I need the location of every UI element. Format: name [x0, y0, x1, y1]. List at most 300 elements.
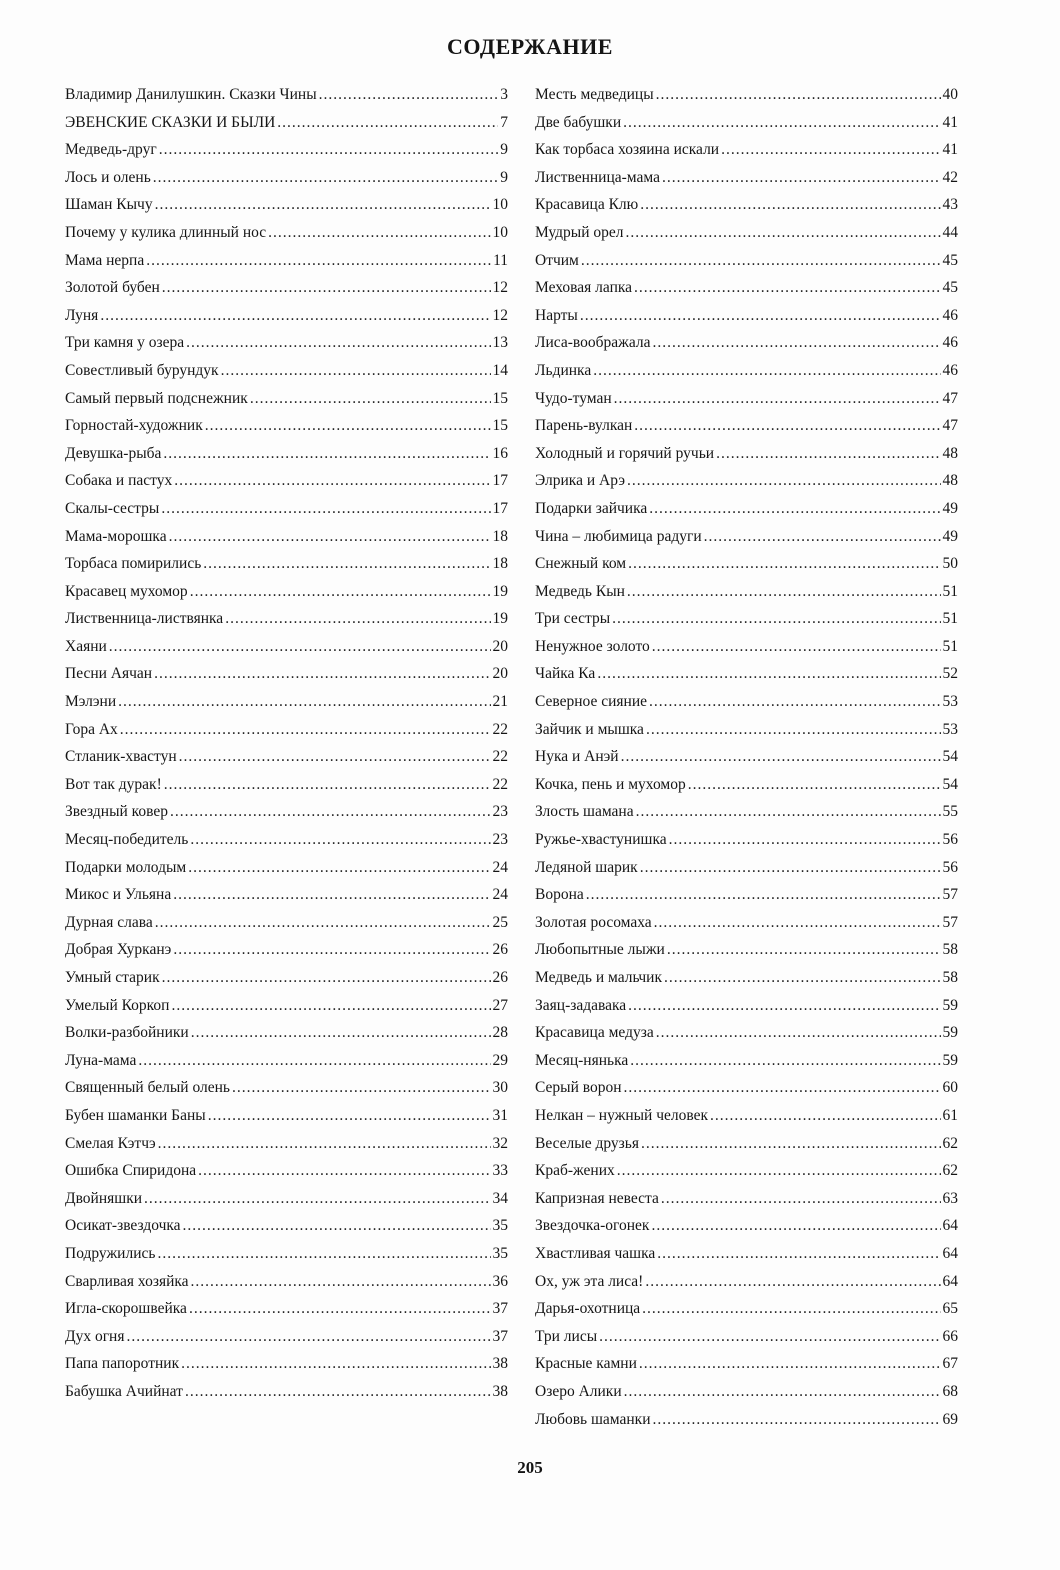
toc-dot-leader	[225, 605, 490, 633]
toc-entry-page: 37	[492, 1327, 508, 1345]
toc-entry-page: 51	[942, 637, 958, 655]
toc-dot-leader	[669, 826, 941, 854]
toc-dot-leader	[710, 1102, 940, 1130]
toc-dot-leader	[624, 1074, 941, 1102]
toc-entry	[535, 992, 958, 1020]
toc-entry-page: 54	[942, 775, 958, 793]
toc-entry-title: Священный белый олень	[65, 1079, 230, 1097]
toc-entry	[65, 109, 508, 137]
toc-entry	[535, 909, 958, 937]
toc-dot-leader	[649, 495, 940, 523]
toc-entry-title: Веселые друзья	[535, 1134, 639, 1152]
toc-entry	[65, 633, 508, 661]
toc-entry	[65, 992, 508, 1020]
toc-entry-page: 12	[492, 306, 508, 324]
toc-entry	[65, 771, 508, 799]
toc-dot-leader	[185, 1378, 491, 1406]
toc-entry-title: Нелкан – нужный человек	[535, 1106, 709, 1124]
toc-entry	[65, 523, 508, 551]
toc-entry-page: 31	[492, 1106, 508, 1124]
toc-dot-leader	[654, 909, 941, 937]
toc-entry	[535, 881, 958, 909]
toc-entry	[535, 633, 958, 661]
toc-entry-title: Лиса-воображала	[535, 334, 651, 352]
toc-entry	[65, 1074, 508, 1102]
toc-entry	[535, 1185, 958, 1213]
toc-entry-page: 25	[492, 913, 508, 931]
toc-dot-leader	[186, 329, 490, 357]
toc-entry	[65, 1130, 508, 1158]
toc-dot-leader	[642, 1295, 940, 1323]
toc-dot-leader	[171, 992, 490, 1020]
toc-dot-leader	[653, 329, 941, 357]
toc-entry-title: Звездный ковер	[65, 803, 169, 821]
toc-entry-title: Красавица Клю	[535, 196, 639, 214]
toc-dot-leader	[138, 1047, 490, 1075]
toc-entry-page: 47	[942, 389, 958, 407]
toc-entry-page: 45	[942, 279, 958, 297]
toc-entry	[65, 385, 508, 413]
toc-entry-page: 41	[942, 113, 958, 131]
toc-entry-page: 15	[492, 417, 508, 435]
toc-entry-title: Мама-морошка	[65, 527, 167, 545]
toc-dot-leader	[174, 467, 490, 495]
toc-entry-page: 56	[942, 831, 958, 849]
toc-entry-page: 54	[942, 748, 958, 766]
toc-entry-page: 59	[942, 996, 958, 1014]
toc-entry	[535, 936, 958, 964]
toc-dot-leader	[120, 716, 491, 744]
toc-entry	[65, 1240, 508, 1268]
toc-dot-leader	[656, 1019, 941, 1047]
toc-entry-page: 62	[942, 1162, 958, 1180]
toc-dot-leader	[628, 992, 940, 1020]
toc-entry	[65, 191, 508, 219]
toc-entry-title: Осикат-звездочка	[65, 1217, 181, 1235]
toc-dot-leader	[144, 1185, 490, 1213]
toc-dot-leader	[173, 881, 490, 909]
toc-dot-leader	[169, 523, 491, 551]
toc-entry	[65, 1047, 508, 1075]
toc-entry-title: Умелый Коркоп	[65, 996, 170, 1014]
toc-dot-leader	[232, 1074, 491, 1102]
toc-entry-title: Ворона	[535, 886, 584, 904]
toc-entry	[535, 1074, 958, 1102]
toc-dot-leader	[161, 495, 490, 523]
toc-entry	[65, 826, 508, 854]
toc-entry-page: 19	[492, 610, 508, 628]
toc-entry-page: 60	[942, 1079, 958, 1097]
toc-entry-page: 42	[942, 168, 958, 186]
toc-entry	[535, 109, 958, 137]
toc-entry-page: 57	[942, 886, 958, 904]
toc-entry-title: Горностай-художник	[65, 417, 203, 435]
toc-dot-leader	[641, 1130, 941, 1158]
toc-dot-leader	[661, 1185, 941, 1213]
toc-entry-title: Три сестры	[535, 610, 611, 628]
toc-dot-leader	[277, 109, 498, 137]
toc-entry	[535, 1350, 958, 1378]
toc-entry-page: 18	[492, 527, 508, 545]
toc-entry-page: 64	[942, 1244, 958, 1262]
toc-entry-page: 19	[492, 582, 508, 600]
toc-entry-page: 67	[942, 1355, 958, 1373]
toc-entry-page: 47	[942, 417, 958, 435]
toc-entry	[65, 329, 508, 357]
toc-entry	[535, 964, 958, 992]
toc-dot-leader	[586, 881, 941, 909]
toc-entry	[535, 1019, 958, 1047]
toc-entry-page: 22	[492, 720, 508, 738]
toc-entry	[65, 964, 508, 992]
toc-entry	[535, 247, 958, 275]
toc-entry-page: 26	[492, 941, 508, 959]
toc-entry-title: Две бабушки	[535, 113, 622, 131]
toc-entry-page: 33	[492, 1162, 508, 1180]
toc-entry-title: Стланик-хвастун	[65, 748, 177, 766]
toc-entry-page: 61	[942, 1106, 958, 1124]
toc-entry-page: 16	[492, 444, 508, 462]
toc-entry-title: Краб-жених	[535, 1162, 615, 1180]
toc-entry-page: 35	[492, 1217, 508, 1235]
toc-entry-page: 48	[942, 444, 958, 462]
toc-entry	[535, 219, 958, 247]
toc-entry-page: 24	[492, 858, 508, 876]
toc-entry-title: Волки-разбойники	[65, 1024, 189, 1042]
toc-entry-title: Капризная невеста	[535, 1189, 659, 1207]
toc-entry-title: Папа папоротник	[65, 1355, 180, 1373]
toc-entry	[535, 191, 958, 219]
toc-entry	[65, 550, 508, 578]
toc-entry-title: Ох, уж эта лиса!	[535, 1272, 644, 1290]
toc-dot-leader	[155, 909, 491, 937]
toc-entry	[535, 605, 958, 633]
toc-entry-title: Смелая Кэтчэ	[65, 1134, 156, 1152]
toc-entry-page: 34	[492, 1189, 508, 1207]
toc-entry	[65, 1185, 508, 1213]
toc-dot-leader	[173, 936, 490, 964]
toc-dot-leader	[158, 1130, 491, 1158]
toc-entry-title: Медведь Кын	[535, 582, 625, 600]
toc-entry-page: 48	[942, 472, 958, 490]
toc-dot-leader	[581, 247, 941, 275]
toc-entry-page: 37	[492, 1300, 508, 1318]
toc-dot-leader	[640, 191, 940, 219]
toc-entry-page: 46	[942, 361, 958, 379]
toc-entry	[535, 1268, 958, 1296]
toc-entry	[535, 523, 958, 551]
toc-entry-title: Чудо-туман	[535, 389, 612, 407]
toc-entry	[65, 247, 508, 275]
toc-entry-title: Лось и олень	[65, 168, 151, 186]
toc-entry-page: 46	[942, 306, 958, 324]
toc-dot-leader	[183, 1212, 491, 1240]
toc-entry-page: 29	[492, 1051, 508, 1069]
toc-entry-title: Добрая Хурканэ	[65, 941, 172, 959]
toc-dot-leader	[181, 1350, 490, 1378]
toc-entry-title: Месяц-нянька	[535, 1051, 629, 1069]
toc-entry	[65, 578, 508, 606]
toc-entry	[535, 660, 958, 688]
toc-entry-title: Красавец мухомор	[65, 582, 188, 600]
toc-entry	[535, 1240, 958, 1268]
toc-entry-page: 44	[942, 223, 958, 241]
toc-entry-title: Нарты	[535, 306, 578, 324]
toc-entry-page: 66	[942, 1327, 958, 1345]
toc-dot-leader	[653, 1406, 941, 1434]
page-title: СОДЕРЖАНИЕ	[447, 34, 613, 59]
toc-entry-page: 49	[942, 499, 958, 517]
toc-entry	[535, 274, 958, 302]
toc-entry	[65, 81, 508, 109]
toc-entry-title: Красные камни	[535, 1355, 637, 1373]
toc-entry	[535, 440, 958, 468]
toc-entry-page: 17	[492, 499, 508, 517]
toc-entry	[65, 854, 508, 882]
toc-entry-title: Лиственница-мама	[535, 168, 660, 186]
toc-entry-title: Песни Аячан	[65, 665, 153, 683]
toc-dot-leader	[636, 798, 941, 826]
toc-entry	[535, 1102, 958, 1130]
toc-entry	[65, 357, 508, 385]
toc-entry-title: Ружье-хвастунишка	[535, 831, 667, 849]
toc-entry-title: Зайчик и мышка	[535, 720, 644, 738]
toc-entry	[535, 1323, 958, 1351]
toc-dot-leader	[170, 798, 490, 826]
toc-left-column	[65, 81, 508, 1406]
toc-entry-page: 63	[942, 1189, 958, 1207]
toc-entry-page: 65	[942, 1300, 958, 1318]
toc-dot-leader	[617, 1157, 941, 1185]
toc-dot-leader	[630, 1047, 940, 1075]
toc-entry-title: Любопытные лыжи	[535, 941, 665, 959]
toc-entry-title: Собака и пастух	[65, 472, 173, 490]
toc-entry-title: Серый ворон	[535, 1079, 622, 1097]
toc-entry-page: 45	[942, 251, 958, 269]
toc-entry-page: 30	[492, 1079, 508, 1097]
toc-entry-title: Холодный и горячий ручьи	[535, 444, 715, 462]
toc-entry	[65, 440, 508, 468]
toc-entry-title: Микос и Ульяна	[65, 886, 172, 904]
toc-entry	[65, 936, 508, 964]
toc-entry	[535, 81, 958, 109]
toc-entry	[65, 164, 508, 192]
toc-entry	[535, 550, 958, 578]
toc-entry-page: 13	[492, 334, 508, 352]
toc-entry	[65, 302, 508, 330]
toc-entry-title: Подружились	[65, 1244, 156, 1262]
toc-entry	[65, 495, 508, 523]
toc-entry-page: 20	[492, 637, 508, 655]
toc-dot-leader	[593, 357, 940, 385]
toc-entry	[65, 274, 508, 302]
toc-entry-page: 46	[942, 334, 958, 352]
toc-entry	[65, 467, 508, 495]
toc-entry-page: 12	[492, 279, 508, 297]
toc-entry-title: Золотая росомаха	[535, 913, 652, 931]
toc-dot-leader	[179, 743, 491, 771]
toc-dot-leader	[190, 578, 491, 606]
toc-entry-page: 55	[942, 803, 958, 821]
toc-dot-leader	[126, 1323, 490, 1351]
toc-dot-leader	[188, 854, 490, 882]
toc-entry-page: 38	[492, 1382, 508, 1400]
toc-dot-leader	[612, 605, 940, 633]
toc-entry-title: Отчим	[535, 251, 579, 269]
toc-entry-page: 10	[492, 223, 508, 241]
toc-dot-leader	[580, 302, 941, 330]
toc-entry-page: 40	[942, 86, 958, 103]
toc-entry-page: 68	[942, 1382, 958, 1400]
toc-entry-title: Северное сияние	[535, 693, 648, 711]
toc-dot-leader	[109, 633, 491, 661]
toc-dot-leader	[704, 523, 941, 551]
toc-entry-title: Три камня у озера	[65, 334, 185, 352]
toc-entry-page: 15	[492, 389, 508, 407]
toc-entry	[65, 716, 508, 744]
toc-dot-leader	[651, 1212, 940, 1240]
toc-dot-leader	[146, 247, 491, 275]
toc-dot-leader	[163, 440, 490, 468]
toc-entry-title: Мэлэни	[65, 693, 117, 711]
toc-entry-page: 56	[942, 858, 958, 876]
toc-dot-leader	[319, 81, 499, 109]
toc-entry	[65, 743, 508, 771]
toc-entry-page: 59	[942, 1051, 958, 1069]
toc-entry	[65, 219, 508, 247]
toc-entry-title: Лиственница-листвянка	[65, 610, 224, 628]
toc-dot-leader	[157, 1240, 490, 1268]
toc-dot-leader	[162, 964, 491, 992]
toc-entry	[535, 1406, 958, 1434]
toc-entry-title: Игла-скорошвейка	[65, 1300, 187, 1318]
toc-entry-title: Дарья-охотница	[535, 1300, 641, 1318]
toc-entry-page: 52	[942, 665, 958, 683]
toc-dot-leader	[198, 1157, 490, 1185]
toc-entry	[65, 798, 508, 826]
toc-entry-title: Снежный ком	[535, 555, 627, 573]
toc-entry	[65, 1323, 508, 1351]
page-number: 205	[517, 1458, 543, 1477]
toc-entry	[535, 385, 958, 413]
toc-entry-page: 28	[492, 1024, 508, 1042]
toc-dot-leader	[664, 964, 940, 992]
toc-dot-leader	[164, 771, 491, 799]
toc-entry-title: Злость шамана	[535, 803, 634, 821]
toc-entry-title: Вот так дурак!	[65, 775, 162, 793]
toc-entry	[65, 605, 508, 633]
toc-dot-leader	[657, 1240, 940, 1268]
toc-entry-page: 53	[942, 693, 958, 711]
toc-entry	[535, 716, 958, 744]
toc-entry-page: 27	[492, 996, 508, 1014]
toc-dot-leader	[623, 109, 940, 137]
toc-entry-page: 26	[492, 969, 508, 986]
toc-entry-page: 51	[942, 582, 958, 600]
toc-entry-page: 64	[942, 1272, 958, 1290]
toc-dot-leader	[721, 136, 940, 164]
toc-entry-title: Подарки молодым	[65, 858, 187, 876]
toc-entry	[65, 1350, 508, 1378]
toc-entry-title: Двойняшки	[65, 1189, 143, 1207]
toc-entry-page: 35	[492, 1244, 508, 1262]
toc-entry-page: 41	[942, 141, 958, 159]
toc-entry-page: 43	[942, 196, 958, 214]
toc-entry-title: Совестливый бурундук	[65, 361, 219, 379]
toc-entry-title: Дух огня	[65, 1327, 125, 1345]
toc-entry-page: 58	[942, 941, 958, 959]
toc-dot-leader	[640, 854, 941, 882]
toc-entry-title: Умный старик	[65, 969, 160, 986]
toc-dot-leader	[646, 716, 941, 744]
toc-entry-title: Месяц-победитель	[65, 831, 189, 849]
toc-entry-page: 23	[492, 803, 508, 821]
toc-entry-title: Мама нерпа	[65, 251, 145, 269]
toc-entry-page: 62	[942, 1134, 958, 1152]
toc-entry-page: 20	[492, 665, 508, 683]
toc-entry-title: Золотой бубен	[65, 279, 160, 297]
toc-entry-page: 69	[942, 1410, 958, 1428]
toc-dot-leader	[621, 743, 941, 771]
toc-entry	[535, 688, 958, 716]
toc-entry-page: 49	[942, 527, 958, 545]
toc-entry	[535, 854, 958, 882]
toc-entry-page: 21	[492, 693, 508, 711]
toc-entry-title: Любовь шаманки	[535, 1410, 651, 1428]
toc-entry	[535, 1157, 958, 1185]
toc-dot-leader	[627, 467, 940, 495]
toc-entry-title: Льдинка	[535, 361, 592, 379]
toc-entry-title: Бубен шаманки Баны	[65, 1106, 206, 1124]
toc-entry-title: Ошибка Спиридона	[65, 1162, 197, 1180]
toc-entry-title: Ледяной шарик	[535, 858, 638, 876]
toc-entry-page: 3	[500, 86, 508, 103]
toc-entry	[535, 412, 958, 440]
toc-entry-page: 18	[492, 555, 508, 573]
toc-entry	[65, 136, 508, 164]
toc-entry	[535, 495, 958, 523]
toc-dot-leader	[191, 1019, 491, 1047]
toc-entry-title: Медведь-друг	[65, 141, 157, 159]
toc-entry-page: 7	[500, 113, 508, 131]
toc-entry-title: Как торбаса хозяина искали	[535, 141, 720, 159]
toc-dot-leader	[599, 1323, 940, 1351]
toc-entry-title: Меховая лапка	[535, 279, 633, 297]
toc-entry-title: Красавица медуза	[535, 1024, 654, 1042]
toc-dot-leader	[652, 633, 941, 661]
toc-entry-page: 64	[942, 1217, 958, 1235]
toc-entry-page: 32	[492, 1134, 508, 1152]
toc-dot-leader	[205, 412, 491, 440]
toc-entry	[65, 1268, 508, 1296]
toc-entry-page: 36	[492, 1272, 508, 1290]
toc-dot-leader	[628, 550, 940, 578]
toc-entry-title: Чина – любимица радуги	[535, 527, 702, 545]
toc-entry	[65, 1019, 508, 1047]
toc-entry	[535, 798, 958, 826]
toc-entry-title: Звездочка-огонек	[535, 1217, 650, 1235]
toc-dot-leader	[159, 136, 499, 164]
toc-entry	[535, 1295, 958, 1323]
toc-dot-leader	[189, 1295, 491, 1323]
toc-entry-page: 58	[942, 969, 958, 986]
toc-entry	[535, 302, 958, 330]
toc-entry	[535, 771, 958, 799]
toc-dot-leader	[634, 412, 940, 440]
toc-entry-title: Девушка-рыба	[65, 444, 162, 462]
toc-dot-leader	[645, 1268, 940, 1296]
toc-entry-page: 50	[942, 555, 958, 573]
